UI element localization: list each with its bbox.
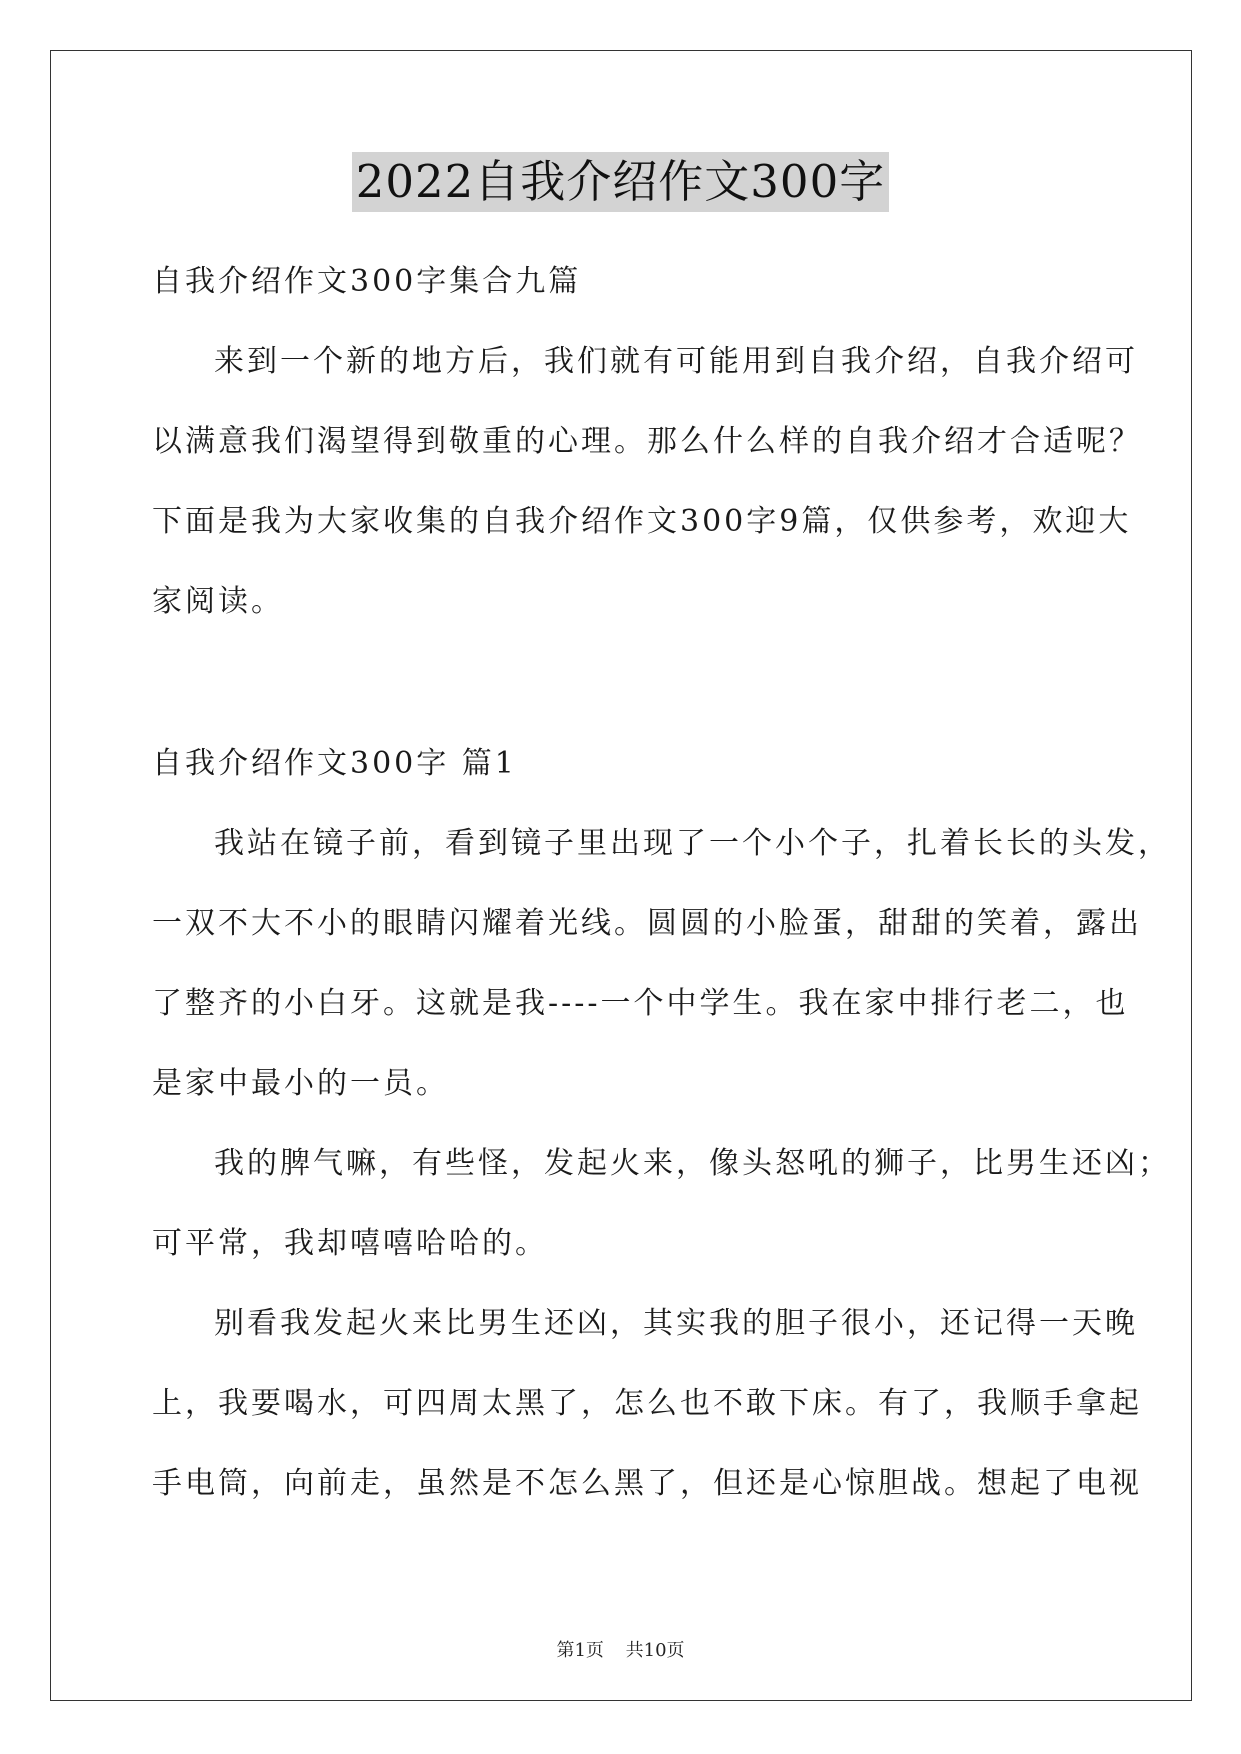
page-number: 第1页: [556, 1640, 604, 1661]
text-line-11: 是家中最小的一员。: [152, 1066, 449, 1101]
blank-line: [152, 642, 1102, 724]
title-container: [0, 152, 1241, 212]
section-heading: 自我介绍作文300字 篇1: [152, 746, 517, 781]
document-title: 2022自我介绍作文300字: [352, 152, 889, 212]
text-line-13: 可平常，我却嘻嘻哈哈的。: [152, 1226, 548, 1261]
text-line-4: 下面是我为大家收集的自我介绍作文300字9篇，仅供参考，欢迎大: [152, 504, 1132, 539]
text-line-10: 了整齐的小白牙。这就是我----一个中学生。我在家中排行老二，也: [152, 986, 1129, 1021]
text-line-3: 以满意我们渴望得到敬重的心理。那么什么样的自我介绍才合适呢？: [152, 424, 1142, 459]
text-line-15: 上，我要喝水，可四周太黑了，怎么也不敢下床。有了，我顺手拿起: [152, 1386, 1142, 1421]
document-body: [152, 242, 1171, 1524]
text-line-5: 家阅读。: [152, 584, 284, 619]
text-line-2: 来到一个新的地方后，我们就有可能用到自我介绍，自我介绍可: [214, 344, 1138, 379]
text-line-14: 别看我发起火来比男生还凶，其实我的胆子很小，还记得一天晚: [214, 1306, 1138, 1341]
text-line-16: 手电筒，向前走，虽然是不怎么黑了，但还是心惊胆战。想起了电视: [152, 1466, 1142, 1501]
text-line-8: 我站在镜子前，看到镜子里出现了一个小个子，扎着长长的头发，: [214, 826, 1171, 861]
page-footer: [0, 1636, 1241, 1662]
text-line-1: 自我介绍作文300字集合九篇: [152, 264, 582, 299]
text-line-12: 我的脾气嘛，有些怪，发起火来，像头怒吼的狮子，比男生还凶；: [214, 1146, 1171, 1181]
text-line-9: 一双不大不小的眼睛闪耀着光线。圆圆的小脸蛋，甜甜的笑着，露出: [152, 906, 1142, 941]
page-total: 共10页: [625, 1640, 685, 1661]
